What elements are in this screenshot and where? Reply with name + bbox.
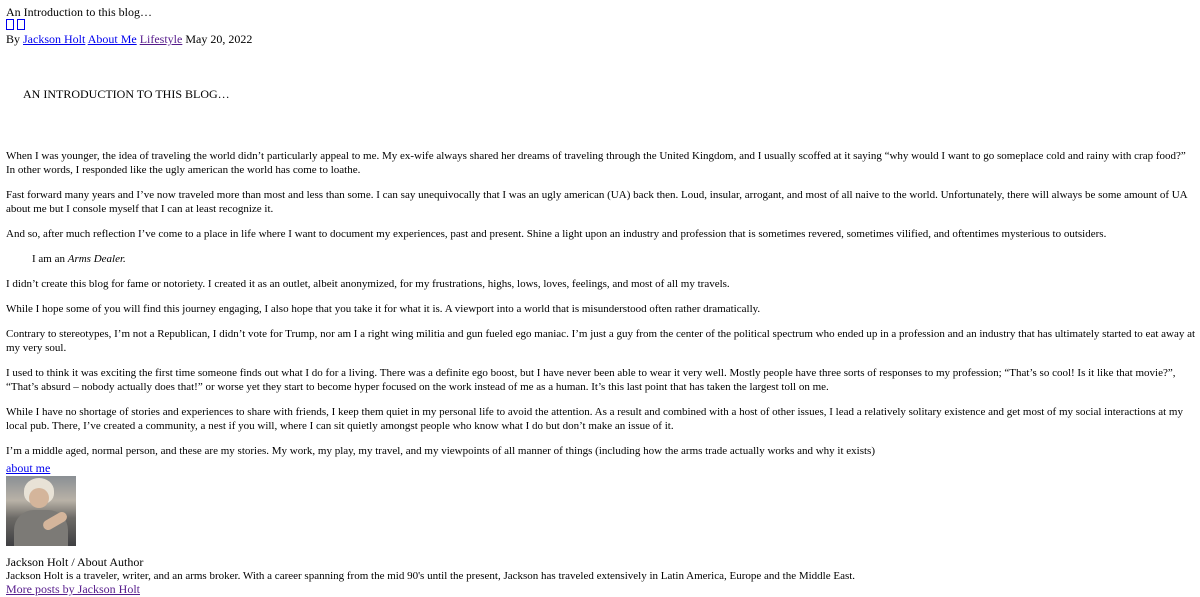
share-icons xyxy=(6,18,28,32)
more-posts-link[interactable]: More posts by Jackson Holt xyxy=(6,582,140,596)
paragraph: Contrary to stereotypes, I’m not a Republican, I didn’t vote for Trump, nor am I a right wing militia and gun fueled ego maniac. I’m just a guy from the center of the political spectrum who ended up in a profession and an industry that has ultimately started to eat away at my very soul. xyxy=(6,328,1196,354)
paragraph: I used to think it was exciting the first time someone finds out what I do for a living. There was a definite ego boost, but I have never been able to wear it very well. Mostly people have three sorts of responses to my profession; “That’s so cool! Is it like that movie?”, “That’s absurd – nobody actually does that!” or worse yet they start to become hyper focused on the work instead of me as a human. It’s this last point that has taken the largest toll on me. xyxy=(6,367,1176,393)
about-me-link[interactable]: about me xyxy=(6,461,51,475)
paragraph: When I was younger, the idea of traveling the world didn’t particularly appeal to me. My ex-wife always shared her dreams of traveling through the United Kingdom, and I usually scoffed at it saying “why would I want to go someplace cold and rainy with crap food?” In other words, I responded like the ugly american the world has come to loathe. xyxy=(6,150,1186,176)
paragraph: While I hope some of you will find this journey engaging, I also hope that you take it for what it is. A viewport into a world that is misunderstood often rather dramatically. xyxy=(6,303,761,315)
arms-emphasis: Arms Dealer. xyxy=(67,253,126,265)
byline xyxy=(6,32,252,46)
author-link[interactable]: Jackson Holt xyxy=(23,32,86,46)
about-me-link[interactable]: About Me xyxy=(87,32,137,46)
paragraph: I didn’t create this blog for fame or notoriety. I created it as an outlet, albeit anonymized, for my frustrations, highs, lows, loves, feelings, and most of all my travels. xyxy=(6,278,730,290)
share-icon[interactable] xyxy=(17,18,28,32)
arms-prefix: I am an xyxy=(32,253,68,265)
avatar xyxy=(6,476,76,546)
paragraph: I’m a middle aged, normal person, and these are my stories. My work, my play, my travel, and my viewpoints of all manner of things (including how the arms trade actually works and why it exists) xyxy=(6,445,875,457)
paragraph: Fast forward many years and I’ve now traveled more than most and less than some. I can say unequivocally that I was an ugly american (UA) back then. Loud, insular, arrogant, and most of all naive to the world. Unfortunately, there will always be some amount of UA about me but I console myself that I can at least recognize it. xyxy=(6,189,1188,215)
by-label: By xyxy=(6,32,21,46)
paragraph: While I have no shortage of stories and experiences to share with friends, I keep them quiet in my personal life to avoid the attention. As a result and combined with a host of other issues, I lead a relatively solitary existence and get most of my social interactions at my local pub. There, I’ve created a community, a nest if you will, where I can sit quietly amongst people who know what I do but don’t make an issue of it. xyxy=(6,406,1183,432)
page-title: An Introduction to this blog… xyxy=(6,5,152,19)
post-date: May 20, 2022 xyxy=(185,32,253,46)
article-heading: AN INTRODUCTION TO THIS BLOG… xyxy=(23,87,230,101)
article-body xyxy=(6,149,1196,462)
paragraph: And so, after much reflection I’ve come to a place in life where I want to document my experiences, past and present. Shine a light upon an industry and profession that is sometimes revered, sometimes vilified, and oftentimes mysterious to outsiders. xyxy=(6,228,1107,240)
share-icon[interactable] xyxy=(6,18,17,32)
author-box xyxy=(6,462,1196,597)
arms-dealer-line xyxy=(6,252,1196,266)
author-name: Jackson Holt / About Author xyxy=(6,555,144,569)
author-bio: Jackson Holt is a traveler, writer, and an arms broker. With a career spanning from the mid 90's until the present, Jackson has traveled extensively in Latin America, Europe and the Middle East. xyxy=(6,570,856,582)
category-link[interactable]: Lifestyle xyxy=(139,32,183,46)
